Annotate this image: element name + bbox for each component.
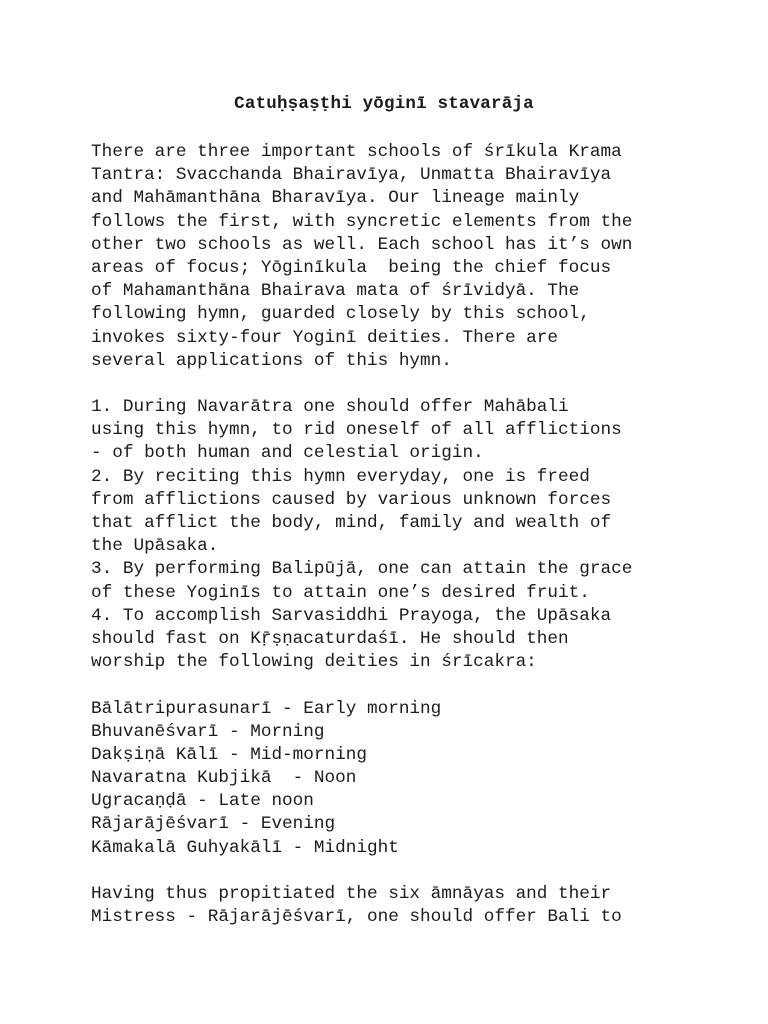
text-line: 3. By performing Balipūjā, one can attain the grace xyxy=(91,559,633,580)
text-line: the Upāsaka. xyxy=(91,536,219,557)
deity-line: Dakṣiṇā Kālī - Mid-morning xyxy=(91,744,367,765)
text-line: Tantra: Svacchanda Bhairavīya, Unmatta Bhairavīya xyxy=(91,165,612,186)
text-line: worship the following deities in śrīcakra: xyxy=(91,652,537,673)
deity-line: Rājarājēśvarī - Evening xyxy=(91,814,336,835)
text-line: of these Yoginīs to attain one’s desired fruit. xyxy=(91,582,590,603)
text-line: of Mahamanthāna Bhairava mata of śrīvidyā. The xyxy=(91,281,580,302)
paragraph-closing xyxy=(91,883,711,929)
text-line: several applications of this hymn. xyxy=(91,350,452,371)
document-title: Catuḥṣaṣṭhi yōginī stavarāja xyxy=(234,94,534,114)
text-line: areas of focus; Yōginīkula being the chief focus xyxy=(91,257,612,278)
text-line: other two schools as well. Each school has it’s own xyxy=(91,234,633,255)
text-line: - of both human and celestial origin. xyxy=(91,443,484,464)
text-line: from afflictions caused by various unknown forces xyxy=(91,489,612,510)
deity-line: Bhuvanēśvarī - Morning xyxy=(91,721,325,742)
text-line: follows the first, with syncretic elements from the xyxy=(91,211,633,232)
text-line: using this hymn, to rid oneself of all afflictions xyxy=(91,420,622,441)
text-line: 4. To accomplish Sarvasiddhi Prayoga, the Upāsaka xyxy=(91,605,612,626)
document-body xyxy=(91,141,711,929)
paragraph-applications xyxy=(91,396,711,674)
text-line: Having thus propitiated the six āmnāyas and their xyxy=(91,884,612,904)
deity-line: Navaratna Kubjikā - Noon xyxy=(91,768,357,789)
text-line: There are three important schools of śrīkula Krama xyxy=(91,142,622,162)
deity-line: Ugracaṇḍā - Late noon xyxy=(91,791,314,812)
paragraph-intro xyxy=(91,141,711,373)
deity-line: Kāmakalā Guhyakālī - Midnight xyxy=(91,837,399,858)
paragraph-deities xyxy=(91,698,711,860)
paragraph-gap xyxy=(91,860,711,883)
text-line: Mistress - Rājarājēśvarī, one should offer Bali to xyxy=(91,907,622,928)
text-line: 2. By reciting this hymn everyday, one is freed xyxy=(91,466,590,487)
text-line: and Mahāmanthāna Bharavīya. Our lineage mainly xyxy=(91,188,580,209)
text-line: invokes sixty-four Yoginī deities. There are xyxy=(91,327,559,348)
text-line: should fast on Kṝṣṇacaturdaśī. He should then xyxy=(91,628,569,649)
paragraph-gap xyxy=(91,674,711,697)
text-line: following hymn, guarded closely by this school, xyxy=(91,304,590,325)
paragraph-gap xyxy=(91,373,711,396)
deity-line: Bālātripurasunarī - Early morning xyxy=(91,698,442,719)
text-line: that afflict the body, mind, family and wealth of xyxy=(91,513,612,533)
text-line: 1. During Navarātra one should offer Mahābali xyxy=(91,397,569,418)
